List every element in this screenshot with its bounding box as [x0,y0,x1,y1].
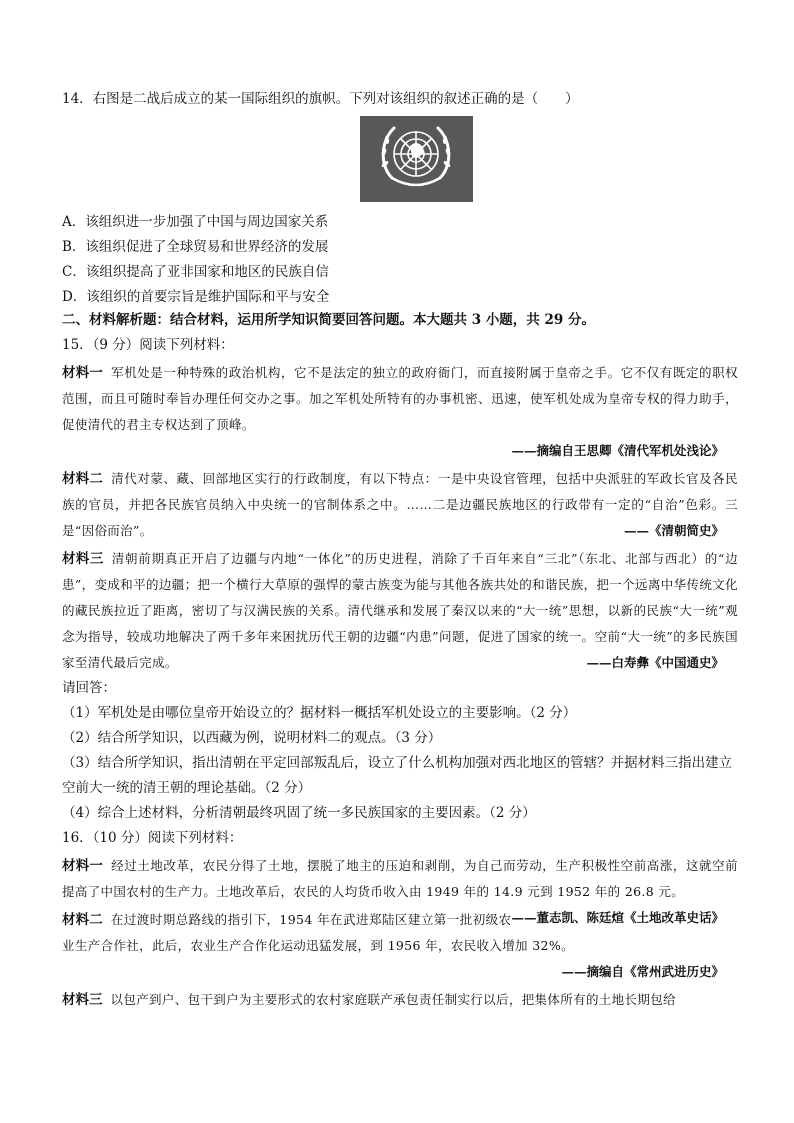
material-label: 材料二 [62,471,104,487]
material-text: 经过土地改革，农民分得了土地，摆脱了地主的压迫和剥削，为自己而劳动，生产积极性空前高涨，这就空前提高了中国农村的生产力。土地改革后，农民的人均货币收入由 1949 年的 14.9 元到 1952 年的 26.8 元。 [62,858,739,899]
q15-ask: 请回答： [62,680,116,696]
q16-material-3 [62,987,738,1013]
page-content [62,89,738,1013]
q15-material-2 [62,466,738,544]
material-source: ——董志凯、陈廷煊《土地改革史话》 [511,910,724,925]
section-2-title: 二、材料解析题：结合材料，运用所学知识简要回答问题。本大题共 3 小题，共 29 分。 [62,312,595,328]
material-text: 清代对蒙、藏、回部地区实行的行政制度，有以下特点：一是中央设官管理，包括中央派驻的军政长官及各民族的官员，并把各民族官员纳入中央统一的官制体系之中。……二是边疆民族地区的行政带有一定的“自治”色彩。三是“因俗而治”。 [62,471,739,538]
material-source: ——白寿彝《中国通史》 [586,655,724,670]
q15-head: 15．（9 分）阅读下列材料： [62,337,234,353]
material-text: 军机处是一种特殊的政治机构，它不是法定的独立的政府衙门，而直接附属于皇帝之手。它不仅有既定的职权范围，而且可随时奉旨办理任何交办之事。加之军机处所特有的办事机密、迅速，使军机处成为皇帝专权的得力助手，促使清代的君主专权达到了顶峰。 [62,365,739,432]
q15-subquestions [62,676,738,826]
un-emblem-icon [370,120,462,198]
emblem-container [94,116,738,202]
q14-option-d: D．该组织的首要宗旨是维护国际和平与安全 [62,289,330,305]
material-text: 清朝前期真正开启了边疆与内地“一体化”的历史进程，消除了千百年来自“三北”（东北、北部与西北）的“边患”，变成和平的边疆；把一个横行大草原的强悍的蒙古族变为能与其他各族共处的和谐民族，把一个远离中华传统文化的藏民族拉近了距离，密切了与汉满民族的关系。清代继承和发展了秦汉以来的“大一统”思想，以新的民族“大一统”观念为指导，较成功地解决了两千多年来困扰历代王朝的边疆“内患”问题，促进了国家的统一。空前“大一统”的多民族国家至清代最后完成。 [62,551,738,670]
q14-options [62,210,738,310]
material-label: 材料一 [62,365,104,381]
material-source: ——摘编自《常州武进历史》 [561,964,724,979]
q15-material-3 [62,546,738,676]
q15-sub-2: （2）结合所学知识，以西藏为例，说明材料二的观点。（3 分） [62,730,442,746]
q14-option-c: C．该组织提高了亚非国家和地区的民族自信 [62,264,329,280]
material-source: ——《清朝简史》 [623,523,724,538]
material-label: 材料二 [62,912,103,928]
q15-material-1 [62,360,738,464]
material-label: 材料三 [62,992,103,1008]
q15-sub-3: （3）结合所学知识，指出清朝在平定回部叛乱后，设立了什么机构加强对西北地区的管辖？并据材料三指出建立空前大一统的清王朝的理论基础。（2 分） [62,755,733,796]
q14-stem: 14．右图是二战后成立的某一国际组织的旗帜。下列对该组织的叙述正确的是（ ） [62,91,579,107]
q14-option-b: B．该组织促进了全球贸易和世界经济的发展 [62,239,329,255]
q15-sub-4: （4）综合上述材料，分析清朝最终巩固了统一多民族国家的主要因素。（2 分） [62,805,536,821]
q14-option-a: A．该组织进一步加强了中国与周边国家关系 [62,214,329,230]
material-source: ——摘编自王思卿《清代军机处浅论》 [511,443,724,458]
material-text: 以包产到户、包干到户为主要形式的农村家庭联产承包责任制实行以后，把集体所有的土地长期包给 [110,992,676,1007]
material-text: 在过渡时期总路线的指引下，1954 年在武进郑陆区建立第一批初级农业生产合作社，此后，农业生产合作化运动迅猛发展，到 1956 年，农民收入增加 32%。 [62,912,574,953]
q16-head: 16．（10 分）阅读下列材料： [62,830,243,846]
material-label: 材料一 [62,858,104,874]
material-label: 材料三 [62,551,104,567]
q15-sub-1: （1）军机处是由哪位皇帝开始设立的？据材料一概括军机处设立的主要影响。（2 分） [62,705,577,721]
un-flag-image [360,116,473,202]
